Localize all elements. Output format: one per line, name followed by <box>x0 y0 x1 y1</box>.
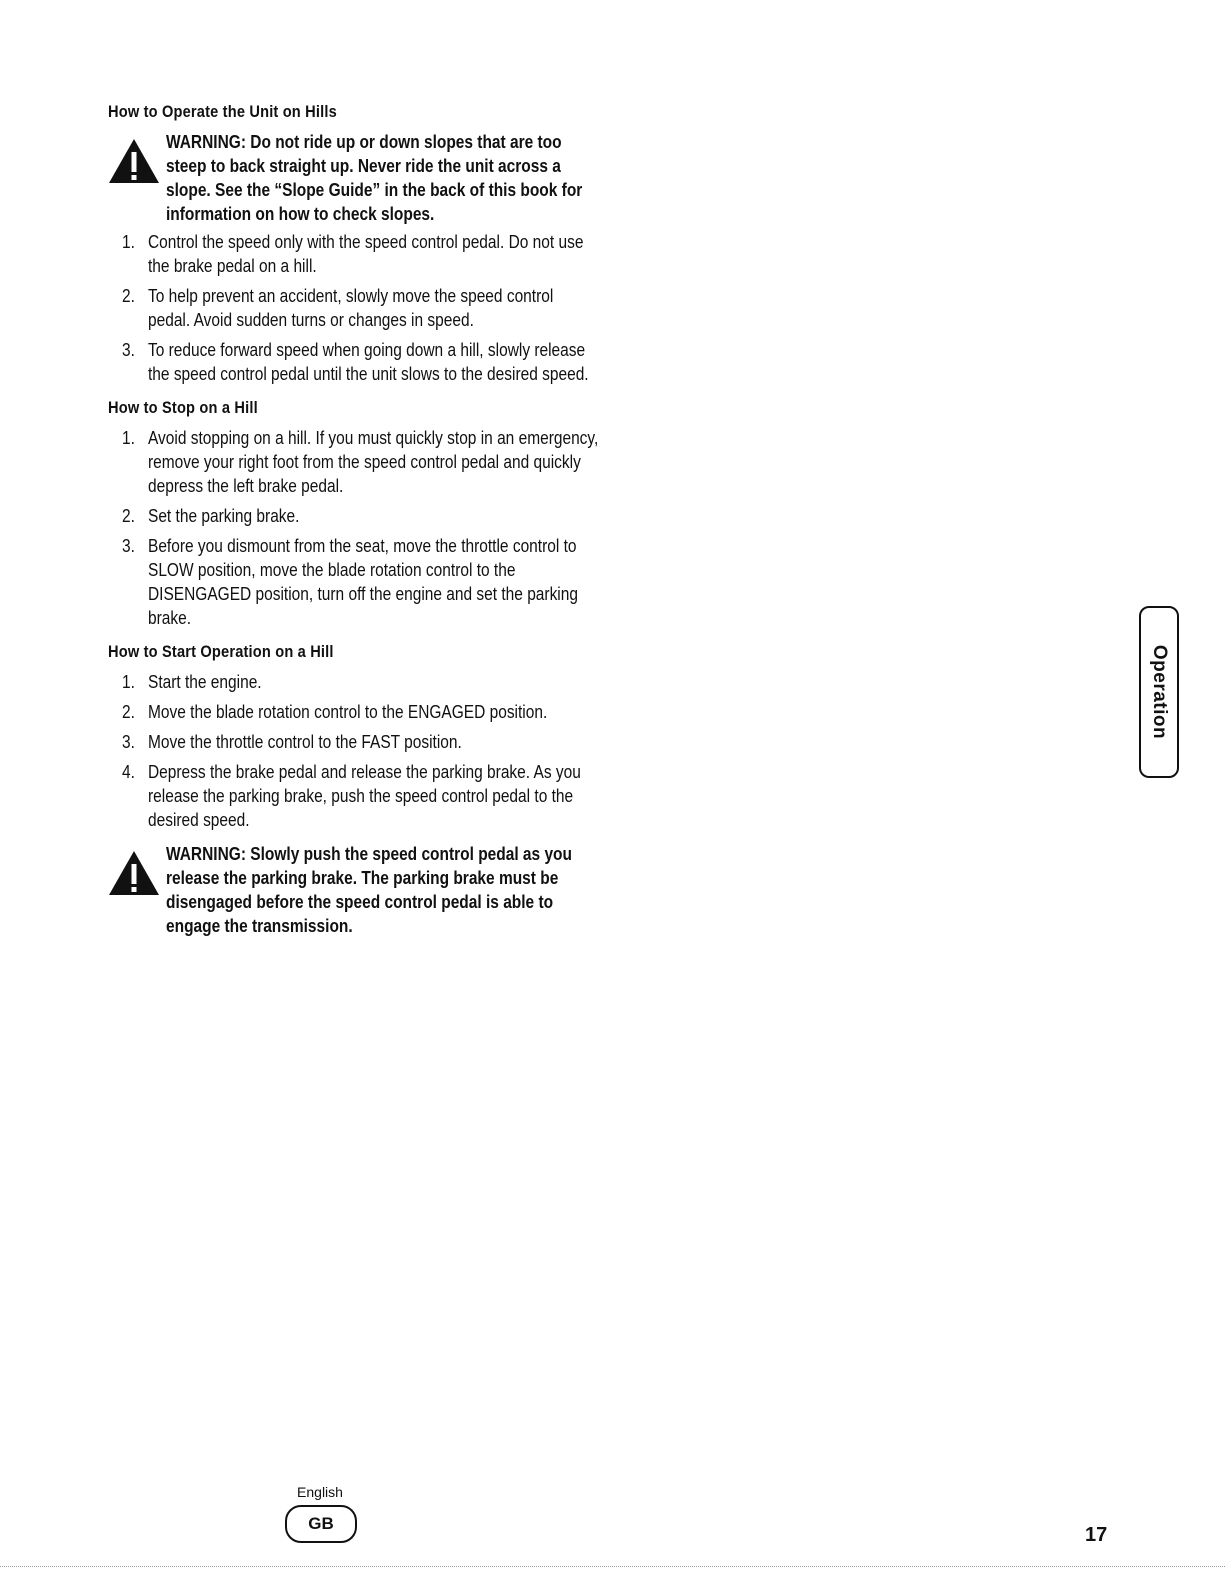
list-item <box>108 730 608 754</box>
steps-list <box>108 230 608 386</box>
step-text: Move the blade rotation control to the ENGAGED position. <box>148 702 548 722</box>
section-heading: How to Start Operation on a Hill <box>108 642 334 661</box>
step-text: To help prevent an accident, slowly move the speed control pedal. Avoid sudden turns or changes in speed. <box>148 286 554 330</box>
step-text: Move the throttle control to the FAST position. <box>148 732 462 752</box>
steps-list <box>108 670 608 832</box>
section-operate-on-hills <box>108 100 608 386</box>
step-number: 1. <box>122 232 135 252</box>
list-item <box>108 700 608 724</box>
step-number: 2. <box>122 286 135 306</box>
section-stop-on-hill <box>108 396 608 630</box>
step-text: Start the engine. <box>148 672 262 692</box>
step-number: 4. <box>122 762 135 782</box>
warning-block <box>108 842 608 938</box>
page-number: 17 <box>1085 1524 1108 1546</box>
step-text: Depress the brake pedal and release the parking brake. As you release the parking brake, push the speed control pedal to the desired speed. <box>148 762 581 830</box>
step-text: Control the speed only with the speed control pedal. Do not use the brake pedal on a hill. <box>148 232 584 276</box>
warning-text: WARNING: Slowly push the speed control pedal as you release the parking brake. The parking brake must be disengaged before the speed control pedal is able to engage the transmission. <box>166 844 572 936</box>
section-heading: How to Operate the Unit on Hills <box>108 102 337 121</box>
section-heading: How to Stop on a Hill <box>108 398 258 417</box>
section-start-on-hill <box>108 640 608 938</box>
steps-list <box>108 426 608 630</box>
warning-triangle-icon <box>108 138 160 184</box>
side-tab-label: Operation <box>1149 644 1170 740</box>
section-side-tab <box>1139 606 1179 778</box>
step-number: 1. <box>122 672 135 692</box>
main-column <box>108 100 608 944</box>
step-number: 2. <box>122 702 135 722</box>
step-text: Set the parking brake. <box>148 506 300 526</box>
step-text: To reduce forward speed when going down a hill, slowly release the speed control pedal until the unit slows to the desired speed. <box>148 340 589 384</box>
step-text: Avoid stopping on a hill. If you must quickly stop in an emergency, remove your right foot from the speed control pedal and quickly depress the left brake pedal. <box>148 428 599 496</box>
list-item <box>108 230 608 278</box>
step-number: 3. <box>122 340 135 360</box>
step-number: 1. <box>122 428 135 448</box>
step-number: 3. <box>122 732 135 752</box>
warning-block <box>108 130 608 226</box>
step-text: Before you dismount from the seat, move the throttle control to SLOW position, move the blade rotation control to the DISENGAGED position, turn off the engine and set the parking brake. <box>148 536 578 628</box>
list-item <box>108 760 608 832</box>
step-number: 3. <box>122 536 135 556</box>
list-item <box>108 426 608 498</box>
list-item <box>108 284 608 332</box>
step-number: 2. <box>122 506 135 526</box>
warning-text: WARNING: Do not ride up or down slopes that are too steep to back straight up. Never ride the unit across a slope. See the “Slope Guide” in the back of this book for information on how to check slopes. <box>166 132 583 224</box>
language-label: English <box>297 1484 343 1500</box>
list-item <box>108 338 608 386</box>
warning-triangle-icon <box>108 850 160 896</box>
list-item <box>108 504 608 528</box>
list-item <box>108 534 608 630</box>
page-bottom-rule <box>0 1566 1225 1567</box>
list-item <box>108 670 608 694</box>
language-badge: GB <box>285 1505 357 1543</box>
